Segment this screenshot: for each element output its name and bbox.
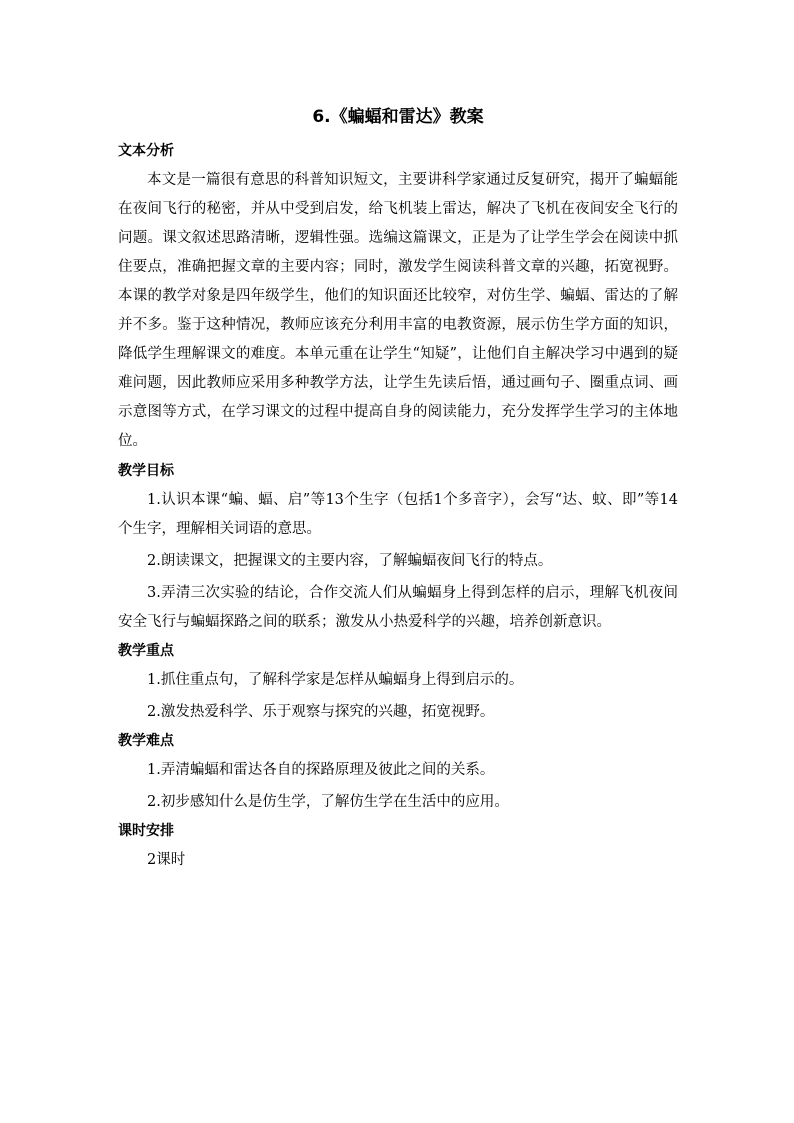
section-text-analysis xyxy=(118,140,678,456)
list-item: 3.弄清三次实验的结论，合作交流人们从蝙蝠身上得到怎样的启示，理解飞机夜间安全飞行与蝙蝠探路之间的联系；激发从小热爱科学的兴趣，培养创新意识。 xyxy=(118,585,678,630)
section-difficulties xyxy=(118,730,678,817)
section-heading: 课时安排 xyxy=(118,823,174,839)
list-item: 1.抓住重点句，了解科学家是怎样从蝙蝠身上得到启示的。 xyxy=(147,672,524,688)
list-item: 2.朗读课文，把握课文的主要内容，了解蝙蝠夜间飞行的特点。 xyxy=(147,553,553,569)
document-page xyxy=(118,104,678,878)
document-title: 6.《蝙蝠和雷达》教案 xyxy=(312,107,484,127)
list-item: 1.弄清蝙蝠和雷达各自的探路原理及彼此之间的关系。 xyxy=(147,762,495,778)
list-item: 2课时 xyxy=(147,852,186,868)
list-item: 2.初步感知什么是仿生学，了解仿生学在生活中的应用。 xyxy=(147,794,509,810)
section-schedule xyxy=(118,820,678,875)
paragraph: 本文是一篇很有意思的科普知识短文，主要讲科学家通过反复研究，揭开了蝙蝠能在夜间飞行的秘密，并从中受到启发，给飞机装上雷达，解决了飞机在夜间安全飞行的问题。课文叙述思路清晰，逻辑性强。选编这篇课文，正是为了让学生学会在阅读中抓住要点，准确把握文章的主要内容；同时，激发学生阅读科普文章的兴趣，拓宽视野。本课的教学对象是四年级学生，他们的知识面还比较窄，对仿生学、蝙蝠、雷达的了解并不多。鉴于这种情况，教师应该充分利用丰富的电教资源，展示仿生学方面的知识，降低学生理解课文的难度。本单元重在让学生“知疑”，让他们自主解决学习中遇到的疑难问题，因此教师应采用多种教学方法，让学生先读后悟，通过画句子、圈重点词、画示意图等方式，在学习课文的过程中提高自身的阅读能力，充分发挥学生学习的主体地位。 xyxy=(118,172,678,449)
section-teaching-goals xyxy=(118,460,678,637)
list-item: 2.激发热爱科学、乐于观察与探究的兴趣，拓宽视野。 xyxy=(147,704,495,720)
list-item: 1.认识本课“蝙、蝠、启”等13个生字（包括1个多音字），会写“达、蚊、即”等14个生字，理解相关词语的意思。 xyxy=(118,492,678,537)
section-heading: 文本分析 xyxy=(118,143,174,159)
section-heading: 教学重点 xyxy=(118,643,174,659)
section-key-points xyxy=(118,640,678,727)
section-heading: 教学难点 xyxy=(118,733,174,749)
section-heading: 教学目标 xyxy=(118,463,174,479)
